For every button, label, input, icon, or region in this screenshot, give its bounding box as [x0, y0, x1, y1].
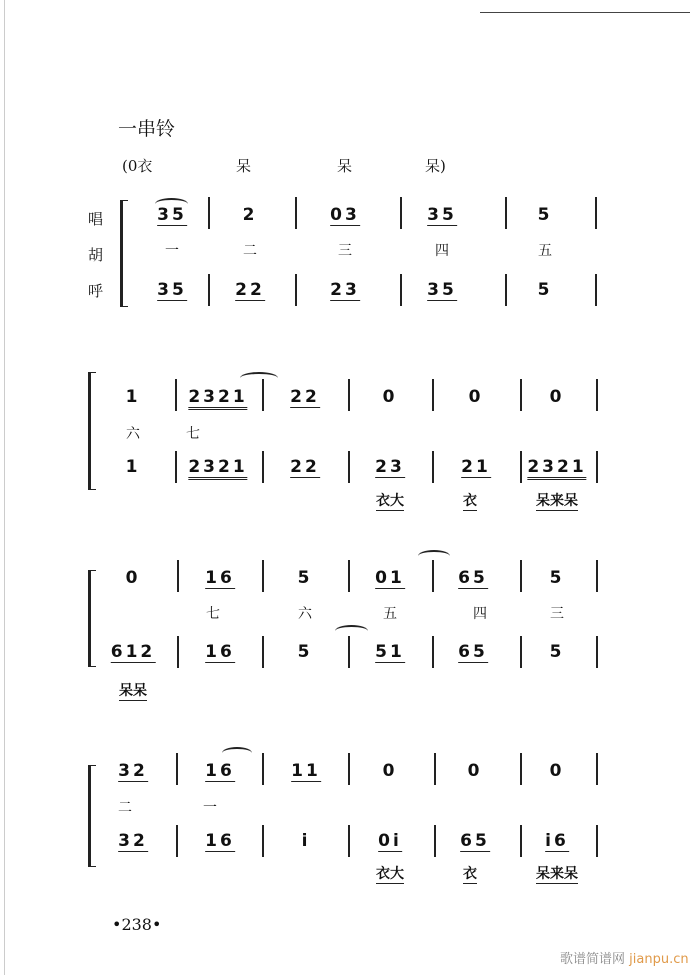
top-note: 0 — [467, 761, 483, 781]
staff-brace — [120, 200, 128, 307]
bar-line — [175, 451, 177, 483]
top-note: 0 — [382, 761, 398, 781]
bar-line — [596, 560, 598, 592]
bar-line — [434, 825, 436, 857]
bar-line — [520, 636, 522, 668]
bar-line — [348, 636, 350, 668]
top-note: 0 — [382, 387, 398, 407]
stroke-marker: 七 — [186, 426, 200, 442]
stroke-marker: 一 — [165, 243, 179, 259]
lyric: 衣 — [463, 490, 477, 511]
staff-brace — [88, 570, 96, 667]
top-note: 01 — [375, 568, 405, 588]
song-title: 一串铃 — [118, 118, 176, 140]
bar-line — [208, 274, 210, 306]
part-label: 胡 — [88, 246, 104, 264]
staff-brace — [88, 372, 96, 490]
top-note: 0 — [468, 387, 484, 407]
top-note: 03 — [330, 205, 360, 225]
slur-mark — [418, 550, 450, 562]
bottom-note: i — [301, 831, 311, 851]
bar-line — [348, 379, 350, 411]
bar-line — [348, 451, 350, 483]
top-note: 22 — [290, 387, 320, 407]
bar-line — [520, 379, 522, 411]
bar-line — [505, 274, 507, 306]
top-note: 0 — [549, 761, 565, 781]
bar-line — [348, 560, 350, 592]
bottom-note: 2321 — [188, 457, 247, 480]
slur-mark — [335, 625, 368, 637]
staff-brace — [88, 765, 96, 867]
top-note: 5 — [549, 568, 565, 588]
bottom-note: 51 — [375, 642, 405, 662]
intro-syllable: (0衣 — [122, 157, 153, 175]
bottom-note: 612 — [110, 642, 156, 662]
page-number: •238• — [112, 915, 162, 934]
bottom-note: 32 — [118, 831, 148, 851]
top-note: 5 — [297, 568, 313, 588]
stroke-marker: 六 — [298, 606, 312, 622]
part-label: 呼 — [88, 282, 104, 300]
bar-line — [262, 825, 264, 857]
bottom-note: 65 — [460, 831, 490, 851]
stroke-marker: 七 — [206, 606, 220, 622]
bar-line — [176, 825, 178, 857]
stroke-marker: 三 — [338, 243, 352, 259]
bar-line — [176, 753, 178, 785]
bar-line — [432, 451, 434, 483]
stroke-marker: 六 — [126, 426, 140, 442]
stroke-marker: 四 — [435, 243, 449, 259]
bar-line — [177, 636, 179, 668]
top-note: 1 — [125, 387, 141, 407]
stroke-marker: 二 — [243, 243, 257, 259]
bottom-note: 23 — [375, 457, 405, 477]
slur-mark — [240, 372, 278, 384]
bar-line — [596, 451, 598, 483]
top-note: 2 — [242, 205, 258, 225]
stroke-marker: 二 — [118, 800, 132, 816]
watermark — [560, 948, 689, 967]
top-note: 16 — [205, 761, 235, 781]
bottom-note: 2321 — [527, 457, 586, 480]
bottom-note: 22 — [235, 280, 265, 300]
bar-line — [208, 197, 210, 229]
watermark-url: jianpu.cn — [629, 952, 689, 967]
lyric: 呆来呆 — [536, 863, 578, 884]
top-note: 32 — [118, 761, 148, 781]
lyric: 衣大 — [376, 863, 404, 884]
page-edge — [4, 0, 5, 975]
bar-line — [434, 753, 436, 785]
bar-line — [348, 825, 350, 857]
bottom-note: 21 — [461, 457, 491, 477]
bottom-note: 5 — [297, 642, 313, 662]
top-note: 5 — [537, 205, 553, 225]
lyric: 衣大 — [376, 490, 404, 511]
bottom-note: 16 — [205, 642, 235, 662]
bar-line — [505, 197, 507, 229]
bottom-note: i6 — [545, 831, 569, 851]
bottom-note: 5 — [537, 280, 553, 300]
bar-line — [595, 197, 597, 229]
top-note: 35 — [427, 205, 457, 225]
bar-line — [348, 753, 350, 785]
bar-line — [596, 636, 598, 668]
bottom-note: 35 — [427, 280, 457, 300]
top-note: 2321 — [188, 387, 247, 410]
part-label: 唱 — [88, 210, 104, 228]
bottom-note: 1 — [125, 457, 141, 477]
bar-line — [595, 274, 597, 306]
bar-line — [295, 274, 297, 306]
bottom-note: 5 — [549, 642, 565, 662]
lyric: 呆来呆 — [536, 490, 578, 511]
bar-line — [596, 753, 598, 785]
stroke-marker: 五 — [383, 606, 397, 622]
bottom-note: 65 — [458, 642, 488, 662]
stroke-marker: 四 — [473, 606, 487, 622]
intro-syllable: 呆 — [337, 157, 353, 175]
slur-mark — [155, 198, 188, 210]
bar-line — [175, 379, 177, 411]
bar-line — [432, 560, 434, 592]
top-note: 35 — [157, 205, 187, 225]
bar-line — [432, 379, 434, 411]
lyric: 衣 — [463, 863, 477, 884]
bottom-note: 22 — [290, 457, 320, 477]
watermark-text: 歌谱简谱网 — [560, 952, 626, 967]
bar-line — [262, 753, 264, 785]
intro-syllable: 呆) — [425, 157, 446, 175]
bottom-note: 35 — [157, 280, 187, 300]
stroke-marker: 三 — [550, 606, 564, 622]
bar-line — [400, 197, 402, 229]
bar-line — [295, 197, 297, 229]
top-note: 0 — [125, 568, 141, 588]
slur-mark — [222, 747, 252, 759]
bar-line — [520, 451, 522, 483]
bar-line — [432, 636, 434, 668]
bar-line — [177, 560, 179, 592]
stroke-marker: 一 — [203, 800, 217, 816]
top-note: 16 — [205, 568, 235, 588]
bottom-note: 23 — [330, 280, 360, 300]
bar-line — [400, 274, 402, 306]
lyric: 呆呆 — [119, 680, 147, 701]
bar-line — [262, 451, 264, 483]
bottom-note: 0i — [378, 831, 402, 851]
bar-line — [262, 636, 264, 668]
intro-syllable: 呆 — [236, 157, 252, 175]
top-note: 0 — [549, 387, 565, 407]
stroke-marker: 五 — [538, 243, 552, 259]
top-note: 11 — [291, 761, 321, 781]
bottom-note: 16 — [205, 831, 235, 851]
top-rule — [480, 12, 690, 13]
bar-line — [520, 560, 522, 592]
bar-line — [262, 560, 264, 592]
bar-line — [596, 825, 598, 857]
bar-line — [596, 379, 598, 411]
bar-line — [520, 753, 522, 785]
bar-line — [520, 825, 522, 857]
top-note: 65 — [458, 568, 488, 588]
